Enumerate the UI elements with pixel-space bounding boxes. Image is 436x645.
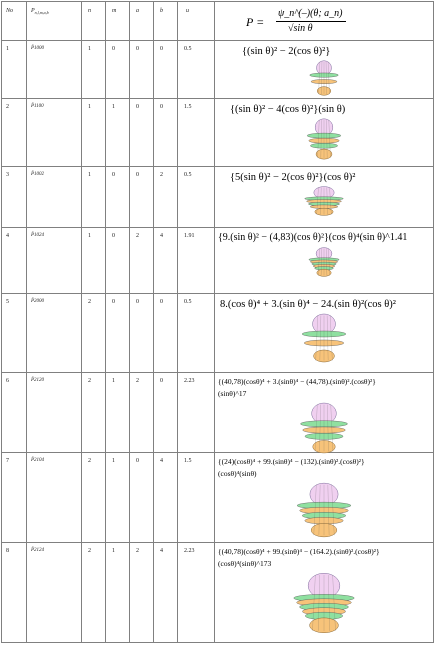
cell-n: 1 (88, 172, 91, 178)
cell-b: 2 (160, 172, 163, 178)
formula-line: {(40,78)(cosθ)⁴ + 99.(sinθ)⁴ − (164.2).(sinθ)².(cosθ)²} (218, 547, 380, 556)
orbital-plot (304, 118, 344, 160)
cell-m: 0 (112, 233, 115, 239)
row-divider (2, 166, 433, 167)
formula-line-2: (sinθ)^17 (218, 389, 247, 398)
orbital-plot (307, 60, 341, 96)
formula-line: {9.(sin θ)² − (4,83)(cos θ)²}(cos θ)⁴(sin θ)^1.41 (218, 232, 408, 243)
cell-b: 4 (160, 233, 163, 239)
cell-b: 4 (160, 548, 163, 554)
formula-line: {(sin θ)² − 4(cos θ)²}(sin θ) (230, 104, 346, 115)
formula-denominator: √sin θ (288, 23, 313, 34)
orbital-plot (288, 572, 360, 634)
cell-m: 0 (112, 172, 115, 178)
cell-u: 1.91 (184, 233, 195, 239)
header-no: No (6, 8, 14, 14)
formula-line: 8.(cos θ)⁴ + 3.(sin θ)⁴ − 24.(sin θ)²(cos θ)² (220, 299, 396, 310)
data-table (1, 1, 434, 643)
cell-n: 1 (88, 46, 91, 52)
cell-no: 5 (6, 299, 9, 305)
cell-a: 0 (136, 172, 139, 178)
row-divider (2, 452, 433, 453)
cell-u: 0.5 (184, 46, 192, 52)
cell-p: P̄2120 (31, 378, 45, 383)
cell-p: P̄2124 (31, 548, 45, 553)
formula-numerator: ψ_n^(–)(θ; a_n) (278, 8, 343, 19)
cell-p: P̄2000 (31, 299, 45, 304)
cell-p: P̄1024 (31, 233, 45, 238)
cell-n: 2 (88, 378, 91, 384)
formula-line: {(sin θ)² − 2(cos θ)²} (242, 46, 331, 57)
row-divider (2, 542, 433, 543)
formula-lhs: P = (246, 15, 265, 29)
row-divider (2, 372, 433, 373)
cell-a: 0 (136, 458, 139, 464)
cell-b: 4 (160, 458, 163, 464)
cell-no: 2 (6, 104, 9, 110)
cell-u: 2.23 (184, 548, 195, 554)
cell-m: 1 (112, 548, 115, 554)
row-divider (2, 293, 433, 294)
cell-n: 2 (88, 299, 91, 305)
formula-line: {(40,78)(cosθ)⁴ + 3.(sinθ)⁴ − (44,78).(sinθ)².(cosθ)²} (218, 377, 376, 386)
formula-line-2: (cosθ)⁴(sinθ) (218, 469, 257, 478)
cell-m: 1 (112, 458, 115, 464)
cell-no: 8 (6, 548, 9, 554)
orbital-plot (306, 247, 342, 277)
cell-a: 2 (136, 548, 139, 554)
cell-no: 7 (6, 458, 9, 464)
cell-m: 0 (112, 299, 115, 305)
cell-u: 0.5 (184, 172, 192, 178)
cell-p: P̄2104 (31, 458, 45, 463)
cell-p: P̄1000 (31, 46, 45, 51)
cell-no: 1 (6, 46, 9, 52)
header-p: $P_{n,l,m,a,b}$ (31, 8, 49, 16)
cell-p: P̄1002 (31, 172, 45, 177)
orbital-plot (296, 402, 352, 454)
formula-line-2: (cosθ)⁴(sinθ)^173 (218, 559, 272, 568)
row-divider (2, 227, 433, 228)
cell-u: 1.5 (184, 104, 192, 110)
cell-u: 0.5 (184, 299, 192, 305)
header-formula (240, 7, 420, 37)
cell-b: 0 (160, 299, 163, 305)
formula-line: {(24)(cosθ)⁴ + 99.(sinθ)⁴ − (132).(sinθ)².(cosθ)²} (218, 457, 365, 466)
cell-b: 0 (160, 46, 163, 52)
cell-no: 3 (6, 172, 9, 178)
cell-b: 0 (160, 104, 163, 110)
header-a: a (136, 8, 139, 14)
cell-b: 0 (160, 378, 163, 384)
formula-line: {5(sin θ)² − 2(cos θ)²}(cos θ)² (230, 172, 356, 183)
cell-n: 1 (88, 104, 91, 110)
cell-a: 0 (136, 46, 139, 52)
orbital-plot (292, 482, 356, 538)
cell-m: 0 (112, 46, 115, 52)
row-divider (2, 40, 433, 41)
row-divider (2, 98, 433, 99)
cell-m: 1 (112, 378, 115, 384)
cell-u: 1.5 (184, 458, 192, 464)
cell-a: 2 (136, 233, 139, 239)
cell-a: 0 (136, 299, 139, 305)
cell-n: 2 (88, 548, 91, 554)
cell-p: P̄1100 (31, 104, 44, 109)
cell-no: 4 (6, 233, 9, 239)
header-u: u (186, 8, 189, 14)
cell-u: 2.23 (184, 378, 195, 384)
cell-a: 2 (136, 378, 139, 384)
cell-no: 6 (6, 378, 9, 384)
cell-a: 0 (136, 104, 139, 110)
cell-m: 1 (112, 104, 115, 110)
cell-n: 2 (88, 458, 91, 464)
header-n: n (88, 8, 91, 14)
orbital-plot (298, 313, 350, 363)
fraction-bar (276, 21, 346, 22)
cell-n: 1 (88, 233, 91, 239)
header-m: m (112, 8, 117, 14)
header-b: b (160, 8, 163, 14)
orbital-plot (301, 186, 347, 216)
